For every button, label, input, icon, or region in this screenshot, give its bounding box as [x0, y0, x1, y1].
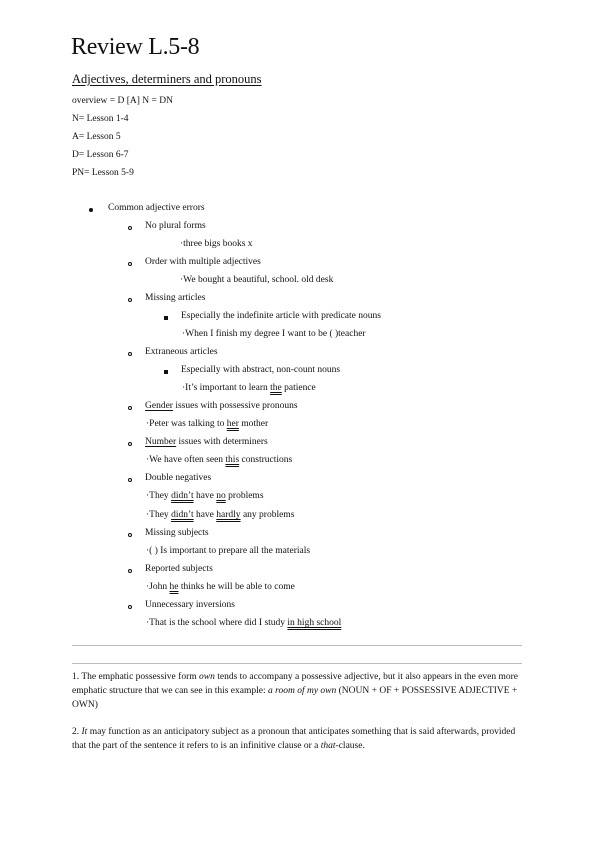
intro-line: PN= Lesson 5-9 — [72, 168, 134, 178]
example-text: have — [193, 510, 217, 520]
intro-line: D= Lesson 6-7 — [72, 150, 129, 160]
bullet-circle-icon — [128, 478, 132, 482]
keyword: Number — [145, 437, 177, 447]
example-text: ·John — [146, 582, 170, 592]
example-text: problems — [225, 491, 264, 501]
outline-example — [182, 383, 316, 393]
note-text: (NOUN + OF + POSSESSIVE ADJECTIVE + OWN) — [72, 686, 518, 710]
bullet-square-icon — [164, 370, 168, 374]
error-word: didn’t — [171, 491, 194, 501]
outline-example: ·When I finish my degree I want to be ( )teacher — [182, 329, 366, 339]
bullet-circle-icon — [128, 442, 132, 446]
example-text: ·That is the school where did I study — [146, 618, 288, 628]
bullet-circle-icon — [128, 533, 132, 537]
outline-item: No plural forms — [145, 221, 206, 231]
outline-subitem: Especially the indefinite article with predicate nouns — [181, 311, 381, 321]
outline-item: Unnecessary inversions — [145, 600, 235, 610]
bullet-circle-icon — [128, 352, 132, 356]
divider — [72, 645, 522, 646]
error-word: didn’t — [171, 510, 194, 520]
bullet-circle-icon — [128, 605, 132, 609]
bullet-circle-icon — [128, 406, 132, 410]
note-emphasis: a room of my own — [268, 686, 337, 696]
outline-example — [146, 618, 341, 628]
outline-item: Order with multiple adjectives — [145, 257, 261, 267]
outline-heading: Common adjective errors — [108, 203, 205, 213]
keyword: Gender — [145, 401, 173, 411]
outline-example — [146, 510, 294, 520]
page-title: Review L.5-8 — [71, 34, 200, 60]
error-word: hardly — [216, 510, 241, 520]
example-text: patience — [281, 383, 316, 393]
outline-example — [146, 491, 264, 501]
outline-item — [145, 437, 268, 447]
error-word: this — [225, 455, 240, 465]
example-text: constructions — [239, 455, 293, 465]
intro-line: overview = D [A] N = DN — [72, 96, 173, 106]
outline-subitem: Especially with abstract, non-count nouns — [181, 365, 341, 375]
error-word: the — [270, 383, 282, 393]
example-text: ·We have often seen — [146, 455, 226, 465]
example-text: have — [193, 491, 217, 501]
bullet-circle-icon — [128, 569, 132, 573]
example-text: ·They — [146, 510, 172, 520]
example-text: any problems — [240, 510, 295, 520]
note-emphasis: own — [199, 672, 215, 682]
note-text: may function as an anticipatory subject as a pronoun that anticipates something that is said afterwards, provided that the part of the sentence it refers to is an infinitive clause or a — [72, 727, 516, 751]
note-text: 2. — [72, 727, 82, 737]
outline-example: ·We bought a beautiful, school. old desk — [180, 275, 334, 285]
outline-item: Extraneous articles — [145, 347, 218, 357]
outline-example — [146, 455, 292, 465]
bullet-dot-icon — [89, 208, 93, 212]
outline-item: Missing subjects — [145, 528, 209, 538]
outline-item: Reported subjects — [145, 564, 213, 574]
bullet-circle-icon — [128, 262, 132, 266]
note-text: tends to accompany a possessive adjective, but it also appears in the even more emphatic structure that we can see in this example: — [72, 672, 518, 696]
page-subtitle: Adjectives, determiners and pronouns — [72, 72, 262, 86]
note-emphasis: It — [81, 727, 88, 737]
outline-example: ·( ) Is important to prepare all the materials — [146, 546, 311, 556]
error-word: her — [226, 419, 239, 429]
outline-item — [145, 401, 298, 411]
bullet-square-icon — [164, 316, 168, 320]
outline-example — [146, 582, 295, 592]
example-text: thinks he will be able to come — [178, 582, 295, 592]
example-text: mother — [238, 419, 269, 429]
note-text: 1. The emphatic possessive form — [72, 672, 199, 682]
bullet-circle-icon — [128, 298, 132, 302]
example-text: ·They — [146, 491, 172, 501]
intro-line: A= Lesson 5 — [72, 132, 121, 142]
footnote-2 — [72, 725, 528, 753]
outline-example — [146, 419, 268, 429]
item-text: issues with determiners — [176, 437, 268, 447]
item-text: issues with possessive pronouns — [172, 401, 298, 411]
note-text: -clause. — [335, 741, 365, 751]
outline-example: ·three bigs books x — [180, 239, 253, 249]
example-text: ·Peter was talking to — [146, 419, 227, 429]
example-text: ·It’s important to learn — [182, 383, 271, 393]
bullet-circle-icon — [128, 226, 132, 230]
intro-line: N= Lesson 1-4 — [72, 114, 129, 124]
error-word: he — [169, 582, 179, 592]
note-emphasis: that — [320, 741, 336, 751]
outline-item: Double negatives — [145, 473, 212, 483]
footnote-1 — [72, 670, 528, 712]
divider — [72, 663, 522, 664]
error-word: in high school — [287, 618, 342, 628]
error-word: no — [216, 491, 226, 501]
outline-item: Missing articles — [145, 293, 206, 303]
